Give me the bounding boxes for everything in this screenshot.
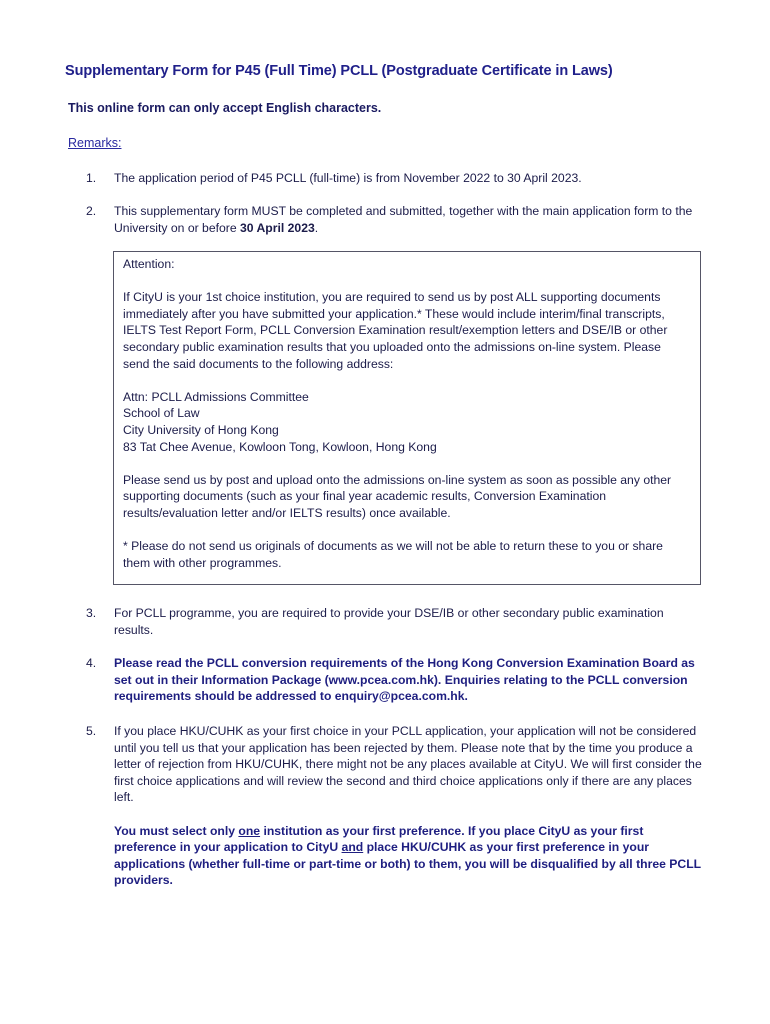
warning-text: place HKU/CUHK as your first preference in your applications (whether full-time or part-time or both) to them, you will be disqualified by all three PCLL providers.: [114, 840, 701, 888]
remark-text: For PCLL programme, you are required to provide your DSE/IB or other secondary public examination results.: [114, 606, 664, 637]
remarks-heading: Remarks:: [68, 136, 122, 150]
remark-item-4: [86, 655, 706, 705]
remark-item-3: [86, 605, 706, 638]
english-only-notice: This online form can only accept English characters.: [68, 101, 382, 115]
remark-text-main: This supplementary form MUST be completed and submitted, together with the main application form to the University on or before: [114, 204, 693, 235]
warning-emphasis-and: and: [341, 840, 364, 855]
remark-text: The application period of P45 PCLL (full-time) is from November 2022 to 30 April 2023.: [114, 171, 582, 185]
attention-heading: Attention:: [123, 257, 175, 271]
warning-emphasis-one: one: [238, 823, 261, 838]
remark-text: If you place HKU/CUHK as your first choice in your PCLL application, your application will not be considered until you tell us that your application has been rejected by them. Please note that by the time you produce a letter of rejection from HKU/CUHK, there might not be any places available at CityU. We will first consider the first choice applications and will review the second and third choice applications only if there are any places left.: [114, 724, 702, 805]
attention-paragraph-2: Please send us by post and upload onto the admissions on-line system as soon as possible any other supporting documents (such as your final year academic results, Conversion Examination results/evaluation letter and/or IELTS results) once available.: [123, 472, 672, 520]
remark-text: [114, 203, 706, 236]
warning-text: You must select only: [114, 823, 239, 838]
remark-item-2: [86, 203, 706, 236]
page-title: Supplementary Form for P45 (Full Time) PCLL (Postgraduate Certificate in Laws): [65, 63, 613, 79]
remark-number: 1.: [86, 171, 97, 185]
attention-paragraph-1: If CityU is your 1st choice institution, you are required to send us by post ALL supporting documents immediately after you have submitted your application.* These would include interim/final transcripts, IELTS Test Report Form, PCLL Conversion Examination result/exemption letters and DSE/IB or other secondary public examination results that you uploaded onto the admissions on-line system. Please send the said documents to the following address:: [123, 290, 668, 371]
remark-number: 5.: [86, 724, 97, 738]
address-line: School of Law: [123, 406, 200, 421]
first-preference-warning: [114, 823, 706, 889]
remark-number: 2.: [86, 204, 97, 218]
address-line: Attn: PCLL Admissions Committee: [123, 389, 309, 404]
address-line: 83 Tat Chee Avenue, Kowloon Tong, Kowloon, Hong Kong: [123, 439, 437, 454]
deadline-date: 30 April 2023: [240, 220, 315, 235]
remark-number: 3.: [86, 606, 97, 620]
remark-number: 4.: [86, 656, 97, 670]
address-line: City University of Hong Kong: [123, 422, 279, 437]
warning-text: institution as your first preference. If you place CityU as your first preference in your application to CityU: [114, 823, 644, 855]
remark-item-1: [86, 170, 706, 187]
attention-box: [113, 251, 701, 585]
mailing-address: [123, 389, 690, 455]
remark-item-5: [86, 723, 706, 889]
remark-text: Please read the PCLL conversion requirements of the Hong Kong Conversion Examination Board as set out in their Information Package (www.pcea.com.hk). Enquiries relating to the PCLL conversion requirements should be addressed to enquiry@pcea.com.hk.: [114, 656, 695, 704]
attention-paragraph-3: * Please do not send us originals of documents as we will not be able to return these to you or share them with other programmes.: [123, 539, 663, 570]
remark-text-tail: .: [314, 220, 319, 235]
